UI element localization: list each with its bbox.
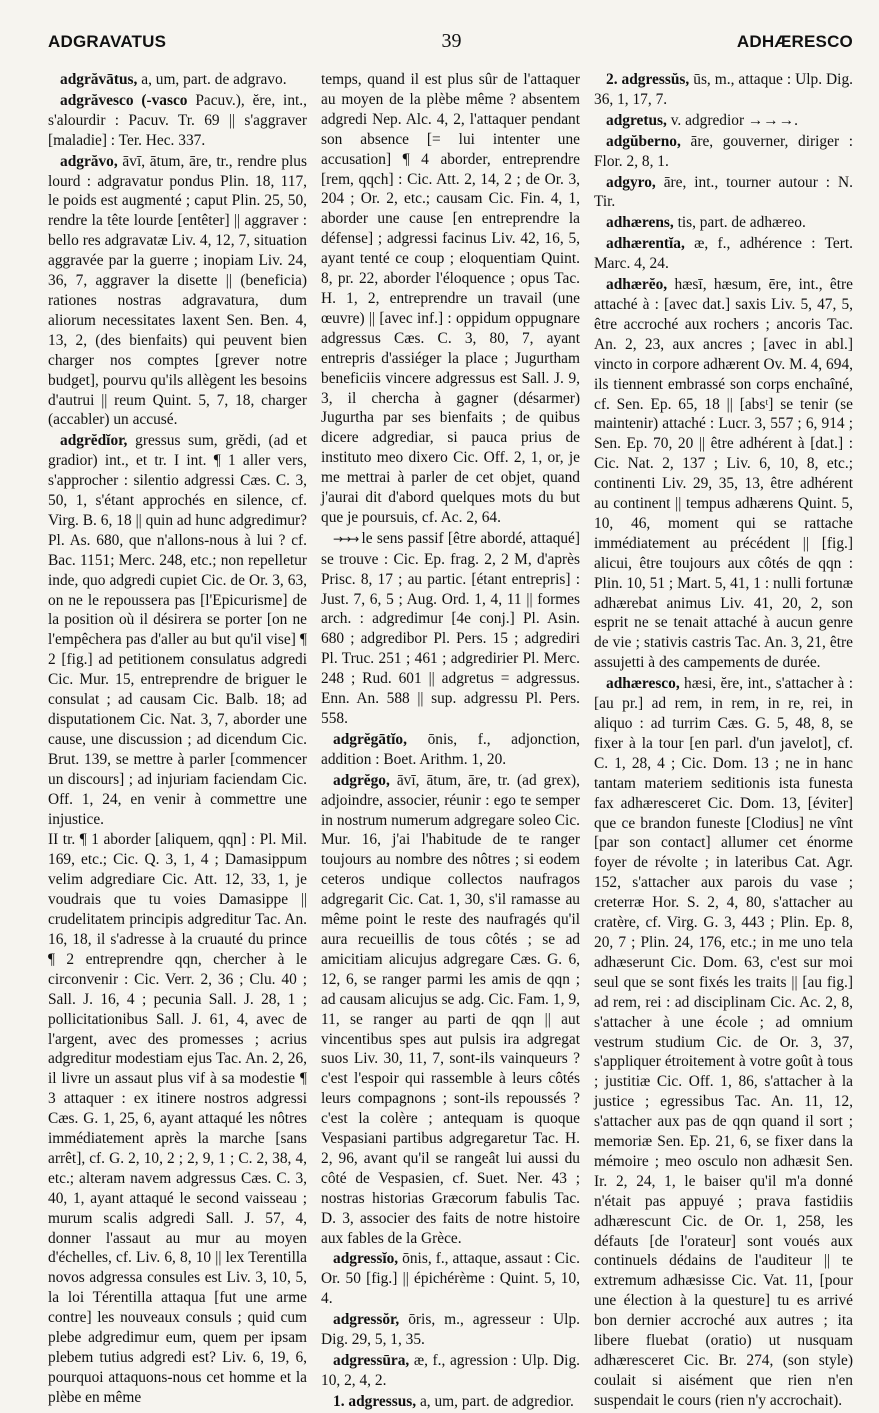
entry-headword: adgressūra, (333, 1352, 410, 1369)
entry-definition: hæsī, hæsum, ēre, int., être attaché à : [avec dat.] saxis Liv. 5, 47, 5, être accroché aux rochers ; ancoris Tac. An. 2, 23, aux ancres ; [avec in abl.] vincto in corpore adhærent Ov. M. 4, 694, ils tiennent embrassé son corps enchaîné, cf. Sen. Ep. 65, 18 || [absᵗ] se tenir (se maintenir) attaché : Lucr. 3, 557 ; 6, 914 ; Sen. Ep. 70, 20 || être adhérent à [dat.] : Cic. Nat. 2, 137 ; Liv. 6, 10, 8, etc.; continenti Liv. 29, 35, 13, être adhérent au continent || tempus adhærens Quint. 5, 10, 46, moment qui se rattache immédiatement au précédent || [fig.] alicui, être toujours aux côtés de qqn : Plin. 10, 51 ; Mart. 5, 41, 1 : nulli fortunæ adhærebat animus Liv. 41, 20, 2, son esprit ne se tenait attaché à aucun genre de vie ; stativis castris Tac. An. 3, 21, être assujetti à des campements de durée. (594, 276, 853, 672)
entry-headword: 2. adgressŭs, (606, 71, 690, 88)
see-arrow-icon: →→→ (333, 531, 358, 546)
entry-definition: gressus sum, grĕdi, (ad et gradior) int., et tr. I int. ¶ 1 aller vers, s'approcher : silentio adgressi Cæs. C. 3, 50, 1, s'étant approchés en silence, cf. Virg. B. 6, 18 || quin ad hunc adgredimur? Pl. As. 680, que n'allons-nous à lui ? cf. Bac. 1151; Merc. 248, etc.; non repelletur inde, quo adgredi cupiet Cic. de Or. 3, 63, on ne le repoussera pas [l'Epicurisme] de la position où il désirera se porter [on ne l'empêchera pas d'aller au but qu'il vise] ¶ 2 [fig.] ad petitionem consulatus adgredi Cic. Mur. 15, entreprendre de briguer le consulat ; ad causam Cic. Balb. 18; ad disputationem Cic. Nat. 3, 7, aborder une cause, une discussion ; ad dicendum Cic. Brut. 139, se mettre à parler [commencer un discours] ; ad injuriam faciendam Cic. Off. 1, 24, en venir à commettre une injustice. (48, 432, 307, 828)
entry-headword: adgressŏr, (333, 1311, 400, 1329)
dictionary-entry (321, 1392, 580, 1412)
dictionary-entry (48, 152, 307, 431)
entry-definition: āre, int., tourner autour : N. Tir. (594, 173, 853, 211)
entry-headword: adgrĕdĭor, (60, 432, 128, 450)
dictionary-entry (48, 70, 307, 90)
entry-headword: adhæresco, (606, 675, 680, 693)
entry-definition: temps, quand il est plus sûr de l'attaquer au moyen de la plèbe même ? absentem adgredi Nep. Alc. 4, 2, l'attaquer pendant son absence [= lui intenter une accusation] ¶ 4 aborder, entreprendre [rem, qqch] : Cic. Att. 2, 14, 2 ; de Or. 3, 204 ; Or. 2, etc.; causam Cic. Fin. 4, 1, aborder une cause [en entreprendre la défense] ; adgressi facinus Liv. 42, 16, 5, ayant tenté ce coup ; eloquentiam Quint. 8, pr. 22, aborder l'éloquence ; opus Tac. H. 1, 2, entreprendre un travail (une œuvre) || [avec inf.] : oppidum oppugnare adgressus Cæs. C. 3, 80, 7, ayant entrepris d'assiéger la place ; Jugurtham beneficiis vincere adgressus est Sall. J. 9, 3, il chercha à gagner (désarmer) Jugurtha par ses bienfaits ; de quibus dicere adgrediar, si pauca prius de instituto meo dixero Cic. Off. 2, 1, or, je me mettrai à parler de cet objet, quand j'aurai dit d'abord quelques mots du but que je poursuis, cf. Ac. 2, 64. (321, 71, 580, 526)
entry-headword: adhærentĭa, (606, 235, 685, 253)
entry-headword: adgyro, (606, 173, 656, 191)
header-last-entry: ADHÆRESCO (736, 32, 853, 51)
entry-headword: adhærĕo, (606, 276, 668, 294)
header-first-entry: ADGRAVATUS (48, 32, 167, 51)
dictionary-entry (321, 1249, 580, 1309)
entry-headword: adgrăvesco (-vasco (60, 91, 188, 109)
entry-definition: āre, gouverner, diriger : Flor. 2, 8, 1. (594, 132, 853, 170)
entry-definition: a, um, part. de adgravo. (137, 71, 287, 88)
dictionary-entry (48, 431, 307, 829)
entry-headword: adgŭberno, (606, 132, 681, 150)
entry-headword: 1. adgressus, (333, 1392, 417, 1410)
dictionary-entry (594, 213, 853, 233)
entry-headword: adgrăvātus, (60, 71, 138, 88)
dictionary-entry (321, 730, 580, 770)
dictionary-entry (48, 830, 307, 1407)
dictionary-entry (594, 173, 853, 213)
running-header (48, 30, 853, 64)
entry-definition: ōnis, f., attaque, assaut : Cic. Or. 50 [fig.] || épichérème : Quint. 5, 10, 4. (321, 1250, 580, 1308)
dictionary-entry (321, 529, 580, 729)
entry-headword: adgrĕgātĭo, (333, 730, 407, 748)
dictionary-entry (594, 275, 853, 673)
dictionary-entry (594, 111, 853, 131)
entry-headword: adgrăvo, (60, 152, 118, 170)
entry-definition: ūs, m., attaque : Ulp. Dig. 36, 1, 17, 7. (594, 71, 853, 108)
column-2 (321, 70, 580, 1413)
entry-headword: adgretus, (606, 111, 667, 129)
entry-definition: ōris, m., agresseur : Ulp. Dig. 29, 5, 1, 35. (321, 1311, 580, 1349)
entry-definition: æ, f., adhérence : Tert. Marc. 4, 24. (594, 235, 853, 273)
entry-headword: adhærens, (606, 214, 674, 232)
entry-definition: Pacuv.), ĕre, int., s'alourdir : Pacuv. Tr. 69 || s'aggraver [maladie] : Ter. Hec. 337. (48, 91, 307, 149)
entry-definition: āvī, ātum, āre, tr. (ad grex), adjoindre, associer, réunir : ego te semper in nostrum numerum adgregare soleo Cic. Mur. 16, j'ai l'habitude de te ranger toujours au nombre des nôtres ; si eodem ceteros undique collectos naufragos adgregarit Cic. Cat. 1, 30, s'il ramasse au même point le reste des naufragés qu'il aura recueillis de tous côtés ; se ad amicitiam alicujus adgregare Cæs. G. 6, 12, 6, se ranger parmi les amis de qqn ; ad causam alicujus se adg. Cic. Fam. 1, 9, 11, se ranger au parti de qqn || aut vincentibus spes aut pulsis ira adgregat suos Liv. 30, 11, 7, sont-ils vainqueurs ? c'est l'espoir qui rassemble à leurs côtés leurs compagnons ; sont-ils repoussés ? c'est la colère ; antequam is quoque Vespasiani partibus adgregaretur Tac. H. 2, 96, avant qu'il se rangeât lui aussi du côté de Vespasien, cf. Suet. Ner. 43 ; nostras historias Græcorum fabulis Tac. D. 3, associer des faits de notre histoire aux fables de la Grèce. (321, 771, 581, 1247)
dictionary-entry (321, 771, 580, 1249)
dictionary-entry (594, 674, 853, 1411)
dictionary-entry (321, 1310, 580, 1350)
entry-definition: v. adgredior →→→. (666, 111, 798, 129)
columns (48, 70, 853, 1413)
entry-headword: adgressĭo, (333, 1250, 399, 1268)
column-3 (594, 70, 853, 1413)
dictionary-entry (594, 234, 853, 274)
column-1 (48, 70, 307, 1413)
entry-definition: āvī, ātum, āre, tr., rendre plus lourd : adgravatur pondus Plin. 18, 117, le poids est augmenté ; caput Plin. 25, 50, rendre la tête lourde [entêter] || aggraver : bello res adgravatæ Liv. 4, 12, 7, situation aggravée par la guerre ; inopiam Liv. 24, 36, 7, aggraver la disette || (beneficia) rationes nostras adgravatura, dum aliorum necessitates laxent Sen. Ben. 4, 13, 2, (des bienfaits) qui peuvent bien charger nos comptes [grever notre budget], pourvu qu'ils allègent les besoins d'autrui || reum Quint. 5, 7, 18, charger (accabler) un accusé. (48, 152, 307, 429)
dictionary-entry (594, 132, 853, 172)
entry-definition: II tr. ¶ 1 aborder [aliquem, qqn] : Pl. Mil. 169, etc.; Cic. Q. 3, 1, 4 ; Damasippum velim adgrediare Cic. Att. 12, 33, 1, je voudrais que tu voies Damasippe || crudelitatem principis adgreditur Tac. An. 16, 18, il s'adresse à la cruauté du prince ¶ 2 entreprendre qqn, chercher à le circonvenir : Cic. Verr. 2, 36 ; Clu. 40 ; Sall. J. 16, 4 ; pecunia Sall. J. 28, 1 ; pollicitationibus Sall. J. 61, 4, avec de l'argent, avec des promesses ; acrius adgreditur modestiam ejus Tac. An. 2, 26, il livre un assaut plus vif à sa modestie ¶ 3 attaquer : ex itinere nostros adgressi Cæs. G. 1, 25, 6, ayant attaqué les nôtres immédiatement après la marche [sans arrêt], cf. G. 2, 10, 2 ; 2, 9, 1 ; C. 2, 38, 4, etc.; alteram navem adgressus Cæs. C. 3, 40, 1, ayant attaqué le second vaisseau ; murum scalis adgredi Sall. J. 57, 4, donner l'assaut au mur au moyen d'échelles, cf. Liv. 6, 8, 10 || lex Terentilla novos adgressa consules est Liv. 3, 10, 5, la loi Térentilla attaqua [fut une arme contre] les nouveaux consuls ; quid cum plebe adgredimur eum, quem per ipsam plebem tutius adgredi est? Liv. 6, 19, 6, pourquoi attaquons-nous cet homme et la plèbe en même (48, 831, 307, 1406)
entry-definition: ōnis, f., adjonction, addition : Boet. Arithm. 1, 20. (321, 730, 580, 768)
dictionary-entry (321, 70, 580, 528)
entry-definition: tis, part. de adhæreo. (673, 214, 806, 232)
entry-definition: a, um, part. de adgredior. (416, 1392, 574, 1410)
dictionary-entry (321, 1351, 580, 1391)
entry-definition: le sens passif [être abordé, attaqué] se trouve : Cic. Ep. frag. 2, 2 M, d'après Prisc. 8, 17 ; au partic. [étant entrepris] : Just. 7, 6, 5 ; Aug. Ord. 1, 4, 11 || formes arch. : adgredimur [4e conj.] Pl. Asin. 680 ; adgredibor Pl. Pers. 15 ; adgrediri Pl. Truc. 251 ; 461 ; adgredirier Pl. Merc. 248 ; Rud. 601 || adgretus = adgressus. Enn. An. 588 || sup. adgressu Pl. Pers. 558. (321, 529, 580, 727)
dictionary-entry (48, 91, 307, 151)
dictionary-entry (594, 70, 853, 110)
entry-definition: æ, f., agression : Ulp. Dig. 10, 2, 4, 2. (321, 1352, 580, 1389)
entry-headword: adgrĕgo, (333, 771, 390, 789)
entry-definition: hæsi, ĕre, int., s'attacher à : [au pr.] ad rem, in rem, in re, rei, in aliquo : ad turrim Cæs. G. 5, 48, 8, se fixer à la tour [en parl. d'un javelot], cf. C. 1, 28, 4 ; Cic. Dom. 13 ; ne in hanc tantam materiem seditionis ista funesta fax adhæresceret Cic. Dom. 13, [éviter] que ce brandon funeste [Clodius] ne vînt [par son contact] allumer cet énorme foyer de révolte ; in lateribus Cat. Agr. 152, s'attacher aux parois du vase ; creterræ Hor. S. 2, 4, 80, s'attacher au cratère, cf. Virg. G. 3, 443 ; Plin. Ep. 8, 20, 7 ; Plin. 24, 176, etc.; in me uno tela adhæserunt Cic. Dom. 63, c'est sur moi seul que se sont fixés les traits || [au fig.] ad rem, rei : ad disciplinam Cic. Ac. 2, 8, s'attacher à une école ; ad omnium vestrum studium Cic. de Or. 3, 37, s'appliquer étroitement à votre goût à tous ; justitiæ Cic. Off. 1, 86, s'attacher à la justice ; egressibus Tac. An. 11, 12, s'attacher aux pas de qqn quand il sort ; memoriæ Sen. Ep. 21, 6, se fixer dans la mémoire ; meo osculo non adhæsit Sen. Ir. 2, 24, 1, le baiser qu'il m'a donné n'était pas appuyé ; prava fastidiis adhærescunt Cic. de Or. 1, 258, les défauts [de l'orateur] sont voués aux continuels dédains de l'auditeur || te extremum adhæsisse Cic. Vat. 11, [pour une élection à la questure] tu es arrivé bon dernier accroché aux autres ; ita libere fluebat (oratio) ut nusquam adhæresceret Cic. Br. 274, (son style) coulait si aisément que rien n'en suspendait le cours (rien n'y accrochait). (594, 675, 853, 1409)
page-number: 39 (441, 30, 462, 52)
